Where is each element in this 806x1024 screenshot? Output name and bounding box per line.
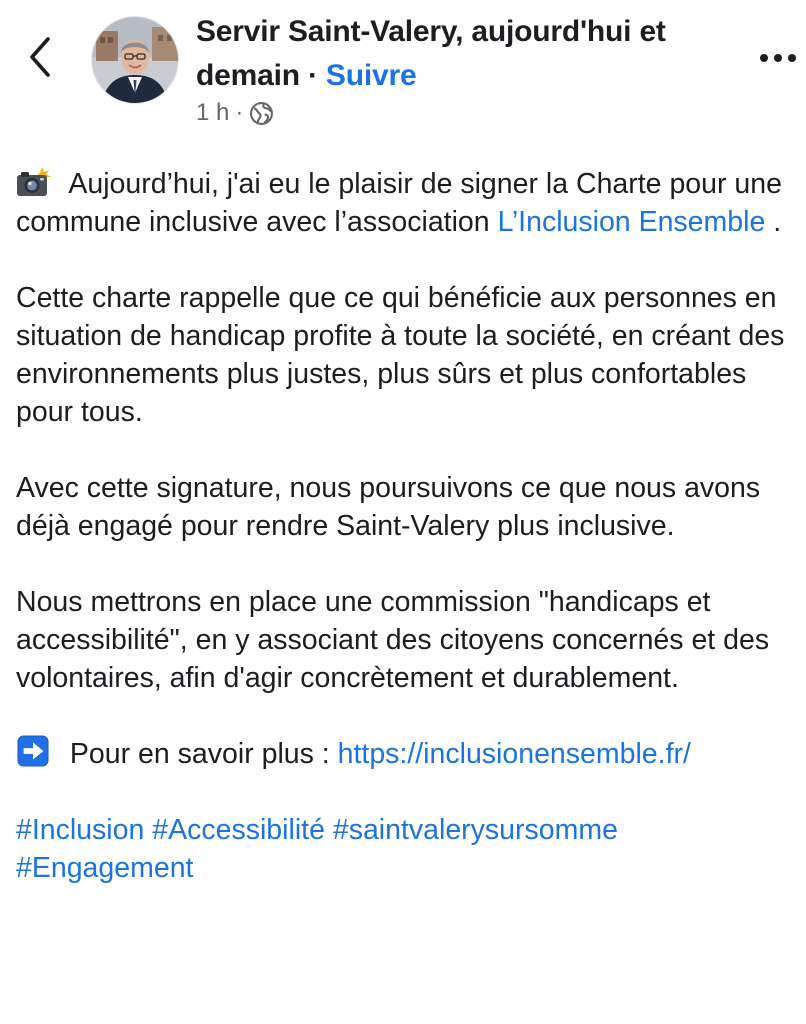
more-options-button[interactable] [756, 44, 800, 74]
post-paragraph-3: Avec cette signature, nous poursuivons ce que nous avons déjà engagé pour rendre Saint-Valery plus inclusive. [16, 472, 761, 542]
title-separator: · [307, 59, 318, 92]
post-header [0, 0, 806, 140]
post-text-end: . [765, 206, 782, 238]
back-button[interactable] [20, 36, 60, 82]
post-text: Pour en savoir plus : [62, 738, 338, 770]
right-arrow-emoji [16, 735, 52, 767]
hashtags [16, 811, 802, 887]
post-paragraph-1 [16, 165, 802, 241]
post-paragraph-5 [16, 735, 802, 773]
hashtag-link[interactable]: #saintvalerysursomme [332, 814, 618, 846]
mention-link[interactable]: L’Inclusion Ensemble [497, 206, 766, 238]
post-body [16, 165, 802, 887]
post-text: Aujourd’hui, j'ai eu le plaisir de signer la Charte pour une commune inclusive avec l’association [16, 168, 782, 238]
follow-button[interactable]: Suivre [325, 59, 417, 92]
avatar[interactable] [91, 16, 179, 104]
page-name-link[interactable]: Servir Saint-Valery, aujourd'hui et demain [196, 15, 666, 92]
post-timestamp[interactable]: 1 h [196, 99, 230, 126]
meta-separator: · [235, 99, 244, 126]
post-meta [196, 96, 274, 130]
external-link[interactable]: https://inclusionensemble.fr/ [337, 738, 691, 770]
chevron-left-icon [28, 36, 52, 83]
globe-icon[interactable] [249, 101, 274, 126]
page-title [196, 10, 736, 98]
camera-flash-emoji [16, 165, 52, 197]
hashtag-link[interactable]: #Accessibilité [152, 814, 325, 846]
hashtag-link[interactable]: #Inclusion [16, 814, 145, 846]
post-paragraph-2: Cette charte rappelle que ce qui bénéficie aux personnes en situation de handicap profite à toute la société, en créant des environnements plus justes, plus sûrs et plus confortables pour tous. [16, 282, 785, 428]
hashtag-link[interactable]: #Engagement [16, 852, 194, 884]
post-paragraph-4: Nous mettrons en place une commission "handicaps et accessibilité", en y associant des citoyens concernés et des volontaires, afin d'agir concrètement et durablement. [16, 586, 770, 694]
more-horizontal-icon [758, 50, 798, 68]
